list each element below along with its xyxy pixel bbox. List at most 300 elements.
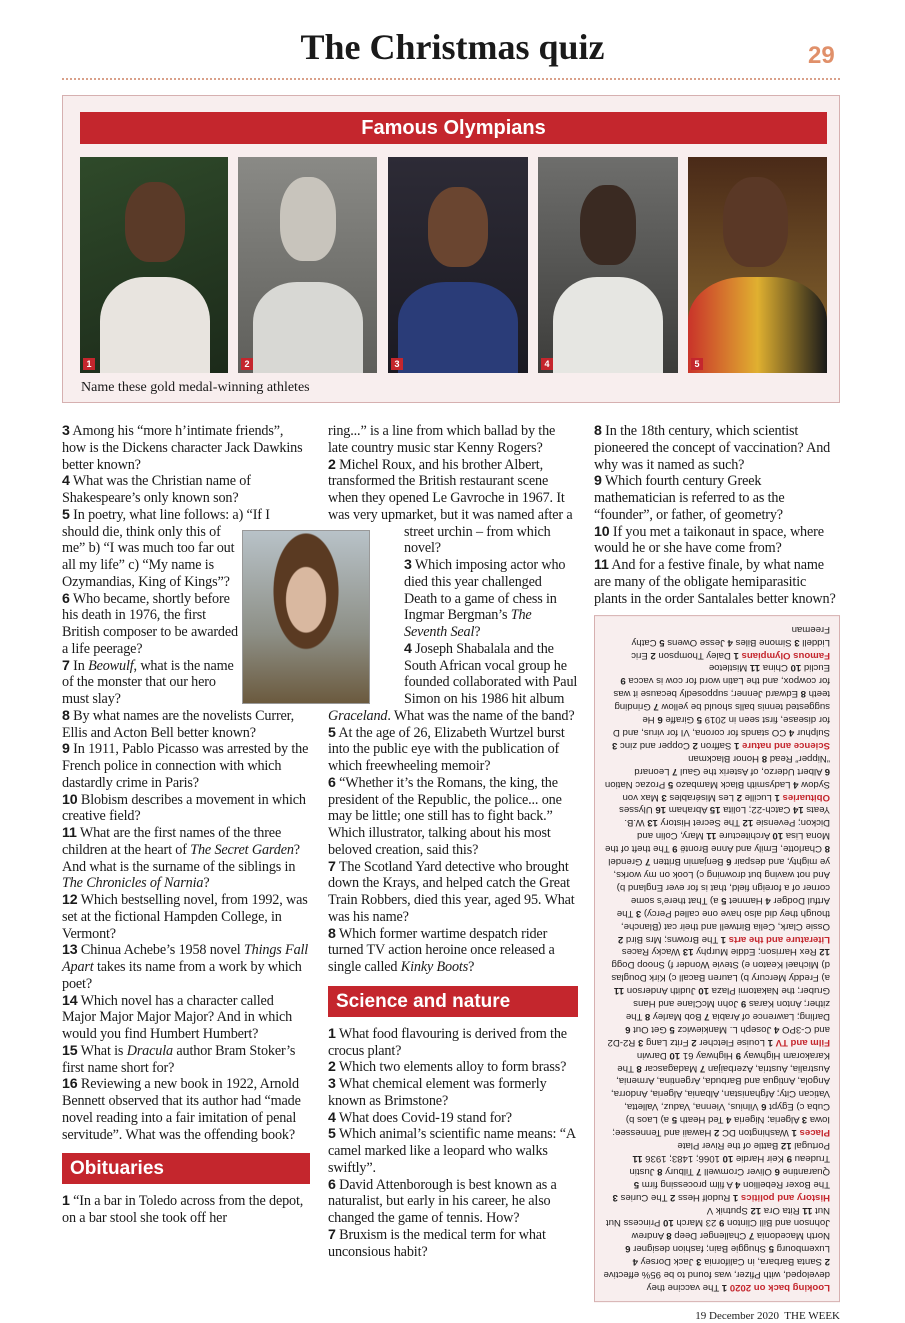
question-text: What chemical element was formerly known as Brimstone? [328, 1076, 547, 1109]
question-text: What are the first names of the three children at the heart of [62, 825, 282, 858]
question-number: 7 [328, 858, 336, 875]
answer-number: 7 [699, 1062, 706, 1074]
answer-number: 7 [696, 1166, 702, 1178]
answer-number: 6 [761, 1101, 767, 1113]
answer-text: Madagascar [644, 1062, 698, 1074]
answer-text: Catch-22; Lolita [723, 804, 791, 816]
question-text: Which novel has a character called Major Major Major Major? And in which would you find Humbert Humbert? [62, 992, 293, 1042]
answer-text: Challenger Deep [674, 1230, 747, 1242]
quiz-question [328, 775, 578, 859]
answer-text: Jack Dorsey [640, 1256, 694, 1268]
answer-number: 8 [824, 843, 830, 855]
question-number: 4 [328, 1109, 336, 1126]
question-text: ? [468, 959, 475, 975]
quiz-question [328, 926, 578, 976]
answer-text: The theft of the Mona Lisa [605, 830, 830, 855]
question-number: 3 [62, 423, 70, 439]
answer-text: a) Laos b) Cuba c) Egypt [625, 1101, 830, 1126]
answer-text: Justin Trudeau [629, 1153, 830, 1178]
quiz-question [328, 1026, 578, 1060]
answer-number: 5 [669, 1024, 675, 1036]
section-heading-famous-olympians: Famous Olympians [80, 112, 827, 144]
header-divider [62, 78, 840, 80]
answer-number: 1 [721, 1282, 728, 1294]
answer-text: Leonard “Nipper” Read [634, 753, 830, 778]
question-text: ring...” is a line from which ballad by the late country music star Kenny Rogers? [328, 423, 556, 456]
answer-text: Joseph L. Mankiewicz [677, 1024, 772, 1036]
answer-text: Hamnet [729, 895, 763, 907]
answer-number: 8 [666, 1230, 672, 1242]
question-number: 6 [328, 1176, 336, 1193]
question-text: Blobism describes a movement in which creative field? [62, 791, 306, 825]
question-text: In 1911, Pablo Picasso was arrested by the French police in connection with which dastardly crime in Paris? [62, 741, 309, 791]
question-number: 4 [62, 473, 70, 490]
answer-section-title: History and politics [740, 1192, 830, 1204]
answer-text: a) Freddy Mercury b) Lauren Bacall c) Kirk Douglas d) Michael Keaton e) Stevie Wonder f) Snoop Dogg [611, 959, 830, 984]
answer-text: W.B. Yeats [624, 804, 830, 829]
question-text: , what is the name of the monster that our hero must slay? [62, 657, 234, 707]
question-number: 12 [62, 892, 78, 908]
quiz-question [594, 423, 840, 473]
answer-text: Ulysses [619, 804, 653, 816]
answer-text: Jesse Owens [667, 637, 725, 649]
answer-text: Prozac Nation [604, 779, 666, 791]
question-number: 7 [328, 1226, 336, 1243]
question-text: What does Covid-19 stand for? [338, 1109, 512, 1126]
answer-number: 2 [824, 1256, 830, 1268]
question-number: 6 [328, 774, 336, 791]
answer-text: Sulphur [796, 727, 830, 739]
answer-number: 1 [791, 1127, 797, 1139]
answer-text: The Boxer Rebellion [743, 1179, 830, 1191]
question-number: 3 [404, 557, 412, 573]
answer-text: Shuggie Bain; fashion designer [633, 1243, 766, 1255]
answer-text: Highway 61 [682, 1050, 733, 1062]
answers-box-upside-down [594, 615, 840, 1302]
answer-number: 5 [633, 1179, 640, 1191]
photo-number: 1 [83, 358, 95, 370]
answer-text: Get Out [633, 1024, 667, 1036]
answer-section-title: Places [799, 1127, 830, 1139]
answer-text: Andrew Johnson and Bill Clinton [631, 1217, 830, 1242]
quiz-question [594, 557, 840, 607]
answer-text: Copper and zinc [620, 740, 690, 752]
answer-text: Louise Fletcher [699, 1037, 765, 1049]
quiz-question [62, 1043, 310, 1077]
quiz-question [328, 1076, 578, 1110]
answer-number: 6 [625, 1243, 631, 1255]
answer-number: 6 [824, 766, 830, 778]
athlete-photo-5 [688, 157, 827, 373]
question-text: author Bram Stoker’s first name short for? [62, 1042, 296, 1076]
answer-number: 8 [644, 1011, 651, 1023]
title-text: The Seventh Seal [404, 607, 532, 640]
answer-section-title: Obituaries [782, 791, 830, 803]
quiz-question [594, 473, 840, 523]
question-number: 10 [594, 523, 610, 540]
answer-section [603, 622, 830, 661]
answer-number: 11 [706, 830, 717, 842]
quiz-question [594, 524, 840, 558]
answer-text: 23 March [676, 1217, 717, 1229]
answer-number: 1 [774, 791, 780, 803]
answer-text: Bob Marley [652, 1011, 702, 1023]
answer-number: 4 [765, 895, 771, 907]
title-text: Kinky Boots [400, 959, 469, 975]
page-number: 29 [808, 42, 835, 69]
quiz-question [62, 423, 310, 473]
answer-text: Euclid [803, 662, 830, 674]
answer-text: Mary, Colin and Dickon; Pevensie [637, 817, 830, 842]
answer-text: Ladysmith Black Mambazo [675, 779, 791, 791]
quiz-question [328, 1227, 578, 1261]
question-text: ? [474, 624, 481, 640]
question-text: Bruxism is the medical term for what unconsious habit? [328, 1226, 546, 1260]
answer-text: CO stands for corona, VI for virus, and D for disease, first seen in 2019 [612, 714, 830, 739]
answer-number: 2 [692, 740, 698, 752]
answer-number: 6 [625, 1024, 631, 1036]
answer-number: 2 [691, 1037, 697, 1049]
question-text: ? [203, 875, 210, 892]
answer-text: a) That there’s some corner of a foreign field, that is for ever England b) And not waving but drowning c) Look on my works, ye mighty, and despair [613, 856, 830, 907]
title-text: The Secret Garden [190, 841, 294, 858]
question-text: . What was the name of the band? [387, 707, 575, 724]
question-text: If you met a taikonaut in space, where would he or she have come from? [594, 523, 824, 557]
question-number: 5 [62, 506, 70, 523]
question-text: And for a festive finale, by what name are many of the obligate hemiparasitic plants in the order Santalales better known? [594, 557, 836, 607]
title-text: The Chronicles of Narnia [62, 875, 204, 892]
column-3 [594, 423, 840, 607]
answer-text: Washington DC [722, 1127, 789, 1139]
quiz-question [62, 993, 310, 1043]
answer-number: 8 [657, 1166, 663, 1178]
answer-number: 3 [637, 1037, 644, 1049]
answer-number: 10 [669, 1050, 681, 1062]
answer-number: 8 [636, 1062, 642, 1074]
answer-number: 11 [802, 1204, 813, 1216]
answer-number: 3 [794, 637, 800, 649]
quiz-question [328, 1110, 578, 1127]
answer-number: 5 [721, 895, 727, 907]
answer-text: Max von Sydow [622, 779, 830, 803]
footer-brand: THE WEEK [784, 1310, 840, 1323]
answer-number: 10 [663, 1217, 674, 1229]
question-text: ? And what is the surname of the siblings in [62, 841, 300, 875]
question-text: Who became, shortly before his death in 1976, the first British composer to be awarded a life peerage? [62, 590, 238, 657]
answer-text: Rex Harrison; Eddie Murphy [696, 946, 817, 958]
answer-number: 6 [726, 856, 732, 868]
answer-text: North Macedonia [756, 1230, 830, 1242]
answer-text: R2-D2 and C-3PO [607, 1024, 830, 1049]
question-text: What was the Christian name of Shakespeare’s only known son? [62, 473, 251, 506]
quiz-question [62, 741, 310, 791]
question-text: Joseph Shabalala and the South African vocal group he founded collaborated with Paul Simon on his 1986 hit album [404, 640, 578, 707]
quiz-question [62, 473, 310, 507]
question-text: Which two elements alloy to form brass? [338, 1059, 567, 1076]
answer-number: 4 [735, 1179, 741, 1191]
question-number: 5 [328, 1126, 336, 1143]
question-text: Which animal’s scientific name means: “A camel marked like a leopard who walks swiftly”. [328, 1126, 576, 1176]
question-number: 14 [62, 992, 78, 1009]
question-number: 1 [62, 1193, 70, 1210]
answer-section-title: Film and TV [775, 1037, 830, 1049]
answer-text: Charlotte, Emily and Anne Brontë [680, 843, 822, 855]
answer-text: Luxembourg [776, 1243, 830, 1255]
answer-text: Quarantine [782, 1166, 830, 1178]
answer-text: The Artful Dodger [616, 895, 830, 920]
question-number: 2 [328, 456, 336, 473]
answer-number: 3 [612, 1192, 618, 1204]
answer-number: 10 [772, 830, 784, 842]
answer-number: 10 [790, 662, 802, 674]
question-number: 8 [594, 423, 602, 439]
title-text: Things Fall Apart [62, 942, 309, 975]
answer-number: 3 [696, 1256, 702, 1268]
answer-number: 13 [647, 817, 658, 829]
answer-number: 6 [657, 714, 663, 726]
answer-number: 7 [748, 1230, 755, 1242]
answer-text: Princess Nut Nut [605, 1204, 830, 1229]
answer-number: 3 [611, 740, 618, 752]
answer-text: Keir Hardie [735, 1153, 784, 1165]
answer-text: Eric Liddell [631, 637, 830, 661]
answer-text: Darling; Lawrence of Arabia [712, 1011, 830, 1023]
answer-number: 5 [659, 637, 665, 649]
question-number: 5 [328, 724, 336, 741]
photo-caption: Name these gold medal-winning athletes [81, 380, 310, 395]
quiz-question [62, 942, 310, 992]
answer-text: Judith Anderson [626, 985, 696, 997]
answer-text: John McClane and Hans Gruber; the Nakatomi Plaza [633, 985, 830, 1010]
answer-text: Saffron [700, 740, 732, 752]
title-text: Dracula [126, 1042, 173, 1059]
answer-number: 10 [722, 1153, 734, 1165]
question-number: 4 [404, 640, 412, 657]
athlete-photo-2 [238, 157, 377, 373]
question-number: 3 [328, 1076, 336, 1092]
answer-number: 9 [620, 675, 626, 687]
answer-section [603, 1048, 830, 1138]
answer-text: Cathy Freeman [631, 624, 830, 649]
answer-text: 1066; 1483; 1936 [645, 1153, 720, 1165]
question-text: At the age of 26, Elizabeth Wurtzel burst into the public eye with the publication of which freewheeling memoir? [328, 724, 565, 774]
question-number: 11 [594, 557, 609, 573]
answer-section-title: Literature and the arts [728, 933, 830, 945]
title-text: Beowulf [88, 657, 134, 674]
question-number: 16 [62, 1076, 78, 1093]
answer-text: Fritz Lang [645, 1037, 689, 1049]
answer-number: 9 [786, 1153, 792, 1165]
answer-number: 1 [720, 933, 727, 945]
question-text: takes its name from a work by which poet? [62, 959, 302, 992]
question-text: What is [80, 1042, 127, 1059]
answer-text: Oliver Cromwell [704, 1166, 772, 1178]
answer-text: Giraffe [665, 714, 694, 726]
answer-text: Edward Jenner; supposedly because it was for cowpox, and the Latin word for cow is vacca [613, 675, 830, 700]
answer-section [603, 945, 830, 1048]
answer-number: 2 [736, 791, 742, 803]
answer-text: The Secret History [660, 817, 741, 829]
answer-number: 12 [819, 946, 830, 958]
answer-number: 12 [742, 817, 754, 829]
question-text: Among his “more h’intimate friends”, how is the Dickens character Jack Dawkins better known? [62, 423, 303, 473]
answer-number: 5 [696, 714, 702, 726]
quiz-question [328, 1126, 578, 1176]
question-number: 10 [62, 791, 78, 808]
column-3-wrapper [594, 423, 840, 1323]
question-text: In poetry, what line follows: a) “If I should die, think only this of me” b) “I was much too far out all my life” c) “My name is Ozymandias, King of Kings”? [62, 506, 270, 590]
quiz-question [328, 1177, 578, 1227]
answer-number: 5 [671, 1114, 678, 1126]
answer-number: 3 [801, 1114, 808, 1126]
answer-number: 7 [645, 856, 651, 868]
question-number: 8 [62, 707, 70, 724]
answer-number: 7 [653, 701, 659, 713]
photo-number: 2 [241, 358, 253, 370]
answer-number: 1 [733, 649, 739, 661]
answer-number: 4 [725, 1114, 732, 1126]
answer-text: Hawaii and Tennessee; Iowa [612, 1114, 830, 1139]
answer-number: 8 [800, 688, 806, 700]
answer-number: 6 [774, 1166, 780, 1178]
athlete-photo-1 [80, 157, 228, 373]
question-text: In the 18th century, which scientist pioneered the concept of vaccination? And why was it named as such? [594, 423, 831, 473]
question-text: “In a bar in Toledo across from the depot, on a bar stool she took off her [62, 1193, 304, 1226]
answer-text: Grendel [608, 856, 643, 868]
answer-text: Benjamin Britten [653, 856, 724, 868]
answer-text: A film processing firm [641, 1179, 733, 1191]
photo-number: 4 [541, 358, 553, 370]
question-text: What food flavouring is derived from the crocus plant? [328, 1025, 567, 1059]
answer-number: 3 [635, 908, 642, 920]
answer-text: China [762, 662, 788, 674]
answer-number: 4 [793, 779, 799, 791]
quiz-question [328, 725, 578, 775]
answer-number: 8 [761, 753, 768, 765]
answer-text: Santa Barbara, in California [704, 1256, 822, 1268]
question-number: 1 [328, 1025, 336, 1042]
answer-number: 5 [667, 779, 674, 791]
answer-number: 2 [714, 1127, 720, 1139]
answer-section-title: Looking back on 2020 [729, 1282, 830, 1294]
question-text: In [73, 657, 89, 674]
answer-text: Portugal [794, 1140, 830, 1152]
answer-number: 9 [672, 843, 678, 855]
section-heading: Obituaries [62, 1153, 310, 1184]
quiz-question [62, 892, 310, 942]
answer-number: 2 [617, 933, 624, 945]
answer-text: The vaccine they developed, with Pfizer, was found to be 95% effective [603, 1269, 830, 1294]
title-text: Graceland [328, 707, 388, 724]
answer-number: 5 [768, 1243, 774, 1255]
question-text: The Scotland Yard detective who brought down the Krays, and helped catch the Great Train Robbers, died this year, aged 95. What was his name? [328, 858, 575, 925]
answer-number: 4 [773, 1024, 780, 1036]
footer [594, 1310, 840, 1323]
quiz-question [62, 1193, 310, 1227]
answer-number: 9 [735, 1050, 741, 1062]
answer-number: 9 [719, 1217, 725, 1229]
answer-text: The Curies [620, 1192, 668, 1204]
answer-number: 1 [732, 1192, 739, 1204]
page-title: The Christmas quiz [300, 27, 605, 67]
answer-text: Vilnius, Vienna, Vaduz, Valletta, Vatican City; Afghanistan, Albania, Algeria, Andorra, Angola, Antigua and Barbuda, Argentina, Armenia, Australia, Austria, Azerbaijan [610, 1062, 830, 1113]
answer-text: Simone Biles [735, 637, 792, 649]
answer-text: Daley Thompson [658, 649, 731, 661]
answer-section-title: Famous Olympians [741, 649, 830, 661]
answer-text: Architecture [719, 830, 771, 842]
quiz-question [62, 708, 310, 742]
quiz-question [328, 423, 578, 457]
answer-number: 12 [780, 1140, 792, 1152]
answer-text: Honor Blackman [688, 753, 760, 765]
answer-number: 3 [661, 791, 667, 803]
question-number: 6 [62, 590, 70, 607]
answer-text: Tilbury [665, 1166, 694, 1178]
answer-text: Battle of the River Plate [677, 1140, 779, 1152]
answer-text: Lucille [744, 791, 772, 803]
quiz-question [62, 825, 310, 892]
question-text: Which fourth century Greek mathematician is referred to as the “founder”, or father, of geometry? [594, 473, 785, 523]
answer-number: 11 [749, 662, 761, 674]
answer-text: Grinding teeth [614, 688, 830, 713]
question-text: Which former wartime despatch rider turned TV action heroine once released a single called [328, 925, 555, 975]
athlete-photo-4 [538, 157, 678, 373]
athlete-photo-3 [388, 157, 528, 373]
illustration-photo-girl [242, 530, 370, 704]
answer-section [603, 661, 830, 751]
question-text: Chinua Achebe’s 1958 novel [80, 942, 244, 959]
answer-text: Sputnik V [706, 1204, 748, 1216]
answer-number: 2 [670, 1192, 676, 1204]
answer-number: 4 [788, 727, 795, 739]
quiz-question [62, 1076, 310, 1143]
question-text: Reviewing a new book in 1922, Arnold Bennett observed that its author had “made novel reading into a fair imitation of penal servitude”. What was the offending book? [62, 1076, 301, 1143]
answer-number: 13 [682, 946, 694, 958]
answer-section [603, 803, 830, 945]
photo-number: 3 [391, 358, 403, 370]
answer-text: Ted Heath [679, 1114, 724, 1126]
answer-number: 7 [704, 1011, 710, 1023]
answer-text: Les Misérables [669, 791, 734, 803]
question-text: Which bestselling novel, from 1992, was set at the fictional Hampden College, in Vermont? [62, 892, 308, 942]
answer-number: 1 [767, 1037, 773, 1049]
answer-text: Rudolf Hess [678, 1192, 731, 1204]
famous-olympians-panel [62, 95, 840, 403]
photo-number: 5 [691, 358, 703, 370]
footer-date: 19 December 2020 [695, 1310, 779, 1323]
answer-number: 16 [655, 804, 667, 816]
answer-text: Algeria; Nigeria [733, 1114, 800, 1126]
answer-number: 14 [793, 804, 804, 816]
answer-number: 11 [613, 985, 625, 997]
answer-number: 7 [672, 766, 678, 778]
question-number: 9 [594, 473, 602, 490]
question-text: By what names are the novelists Currer, Ellis and Acton Bell better known? [62, 707, 295, 741]
answer-number: 2 [650, 649, 656, 661]
question-number: 11 [62, 825, 77, 841]
question-number: 8 [328, 925, 336, 942]
question-text: Michel Roux, and his brother Albert, transformed the British restaurant scene when they opened Le Gavroche in 1967. It was very upmarket, but it was named after a street urchin – from which novel? [328, 456, 573, 557]
answer-text: Abraham [668, 804, 708, 816]
question-text: Which imposing actor who died this year challenged Death to a game of chess in Ingmar Bergman’s [404, 557, 566, 624]
quiz-question [328, 859, 578, 926]
answer-text: Mistletoe [708, 662, 748, 674]
question-text: David Attenborough is best known as a naturalist, but early in his career, he also changed the game of tennis. How? [328, 1176, 557, 1226]
answer-text: The Karakoram Highway [617, 1050, 830, 1074]
answer-text: The Browns; Mrs Bird [625, 933, 719, 945]
answer-section-title: Science and nature [742, 740, 830, 752]
answer-number: 4 [727, 637, 733, 649]
